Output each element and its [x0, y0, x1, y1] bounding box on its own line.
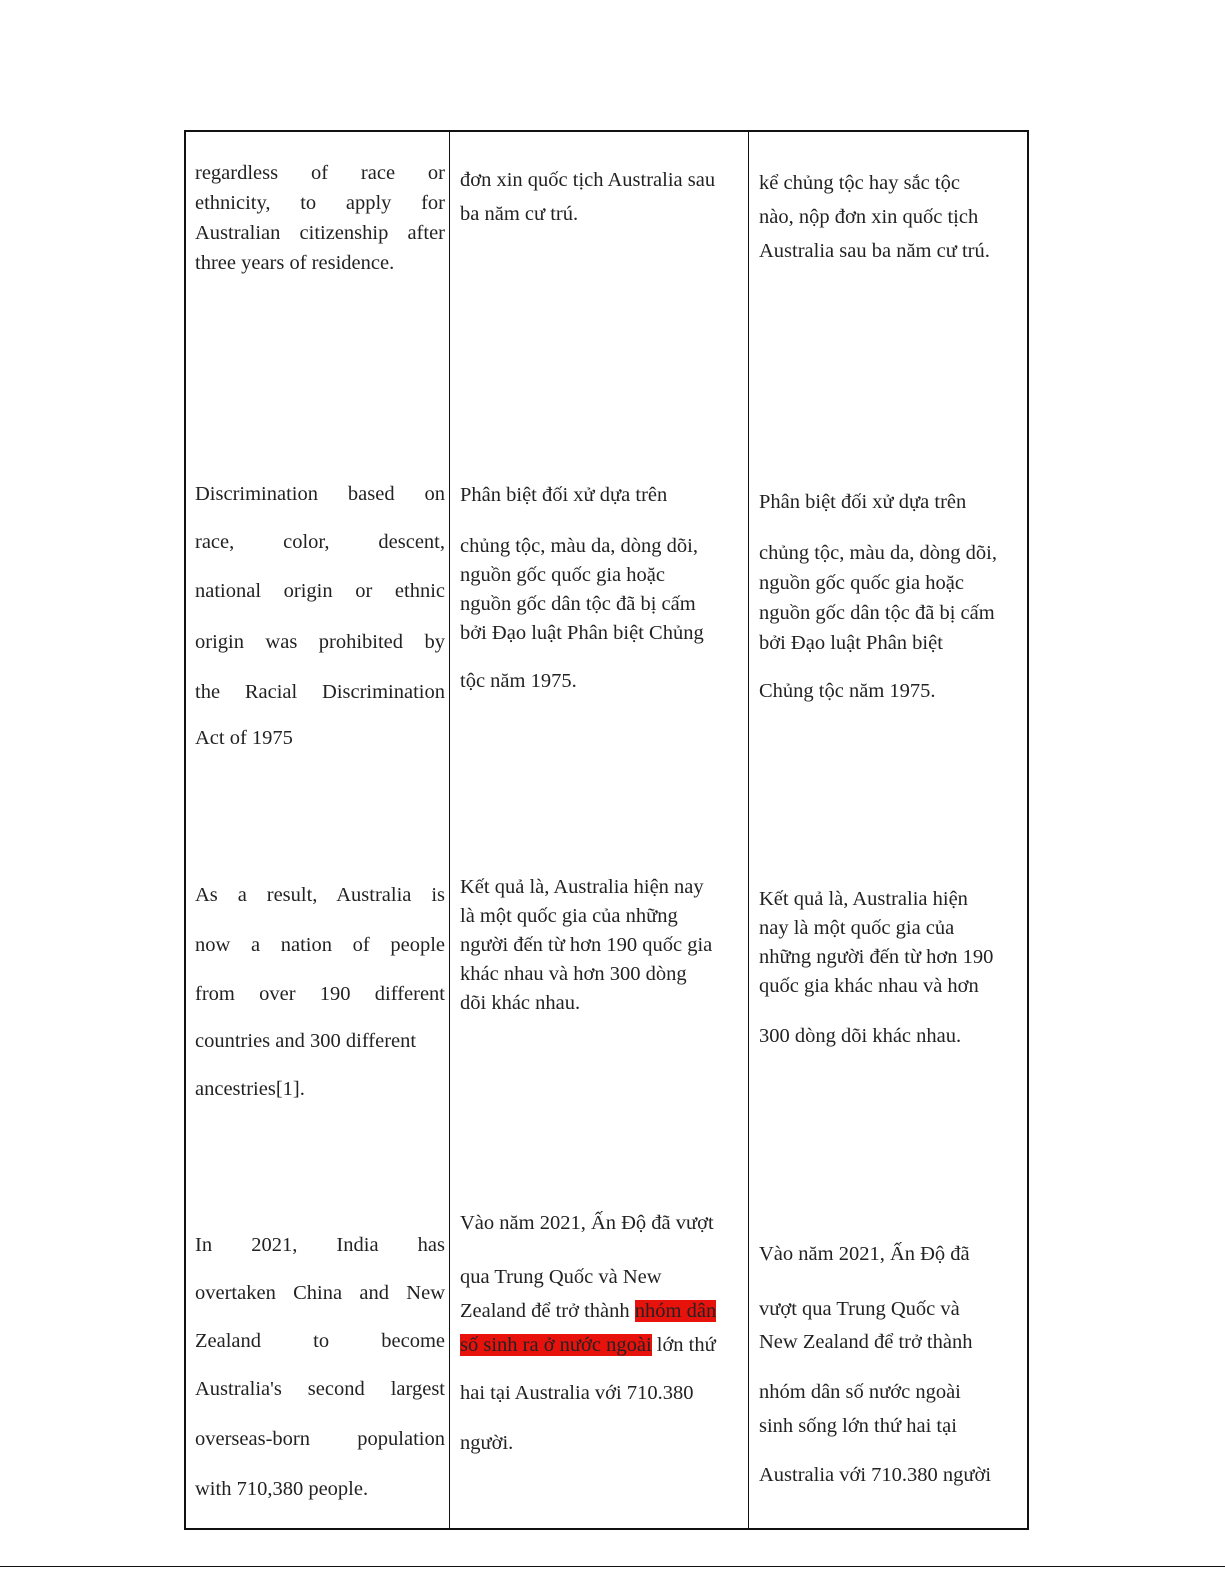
- text-line: the Racial Discrimination: [195, 681, 445, 703]
- text-line: bởi Đạo luật Phân biệt: [759, 632, 943, 654]
- text-line: nguồn gốc dân tộc đã bị cấm: [759, 602, 995, 624]
- text-line: Australia với 710.380 người: [759, 1464, 992, 1486]
- text-line: ethnicity, to apply for: [195, 192, 445, 214]
- page-bottom-rule: [0, 1566, 1225, 1567]
- text-line: người.: [460, 1432, 514, 1454]
- text-line: nhóm dân số nước ngoài: [759, 1381, 961, 1403]
- text-line: ba năm cư trú.: [460, 203, 579, 225]
- text-line: nào, nộp đơn xin quốc tịch: [759, 206, 979, 228]
- text-line: tộc năm 1975.: [460, 670, 577, 692]
- text-line: đơn xin quốc tịch Australia sau: [460, 169, 716, 191]
- english-cell: [195, 479, 445, 753]
- vietnamese-cell-2: [759, 1239, 1023, 1490]
- text-line: countries and 300 different: [195, 1030, 417, 1052]
- text-line: 300 dòng dõi khác nhau.: [759, 1025, 962, 1047]
- text-line: dõi khác nhau.: [460, 992, 581, 1014]
- text-line: chủng tộc, màu da, dòng dõi,: [759, 542, 997, 564]
- text-line: As a result, Australia is: [195, 884, 445, 906]
- text-line: nay là một quốc gia của: [759, 917, 955, 939]
- text-line: sinh sống lớn thứ hai tại: [759, 1415, 957, 1437]
- text-line: Chủng tộc năm 1975.: [759, 680, 936, 702]
- vietnamese-cell-1: [460, 480, 740, 696]
- english-cell: [195, 880, 445, 1104]
- text-line: Australia sau ba năm cư trú.: [759, 240, 990, 262]
- text-line: là một quốc gia của những: [460, 905, 678, 927]
- column-divider: [748, 132, 749, 1528]
- text-line: vượt qua Trung Quốc và: [759, 1298, 960, 1320]
- text-line: overseas-born population: [195, 1428, 445, 1450]
- text-line: Phân biệt đối xử dựa trên: [759, 491, 967, 513]
- column-divider: [449, 132, 450, 1528]
- text-line: nguồn gốc quốc gia hoặc: [759, 572, 964, 594]
- vietnamese-cell-2: [759, 166, 1023, 268]
- text-line: Australia's second largest: [195, 1378, 445, 1400]
- text-line: regardless of race or: [195, 162, 445, 184]
- vietnamese-cell-1: [460, 1208, 740, 1458]
- text-line: Discrimination based on: [195, 483, 445, 505]
- text-line: qua Trung Quốc và New: [460, 1266, 662, 1288]
- text-line: Kết quả là, Australia hiện nay: [460, 876, 704, 898]
- vietnamese-cell-2: [759, 885, 1023, 1051]
- text-segment: lớn thứ: [651, 1334, 716, 1356]
- text-line: three years of residence.: [195, 252, 395, 274]
- text-line: kể chủng tộc hay sắc tộc: [759, 172, 960, 194]
- vietnamese-cell-1: [460, 873, 740, 1018]
- text-line: overtaken China and New: [195, 1282, 445, 1304]
- text-line: now a nation of people: [195, 934, 445, 956]
- text-line: hai tại Australia với 710.380: [460, 1382, 694, 1404]
- vietnamese-cell-1: [460, 163, 740, 231]
- text-line: chủng tộc, màu da, dòng dõi,: [460, 535, 698, 557]
- text-line: from over 190 different: [195, 983, 445, 1005]
- text-line: khác nhau và hơn 300 dòng: [460, 963, 687, 985]
- text-line: with 710,380 people.: [195, 1478, 369, 1500]
- text-line: Australian citizenship after: [195, 222, 445, 244]
- text-line: người đến từ hơn 190 quốc gia: [460, 934, 713, 956]
- text-line: ancestries[1].: [195, 1078, 305, 1100]
- highlighted-text: số sinh ra ở nước ngoài: [460, 1334, 652, 1356]
- text-line: Vào năm 2021, Ấn Độ đã: [759, 1243, 970, 1265]
- text-line: [460, 1330, 740, 1378]
- english-cell: [195, 1230, 445, 1504]
- text-line: bởi Đạo luật Phân biệt Chủng: [460, 622, 704, 644]
- text-line: nguồn gốc quốc gia hoặc: [460, 564, 665, 586]
- vietnamese-cell-2: [759, 487, 1023, 706]
- text-line: Vào năm 2021, Ấn Độ đã vượt: [460, 1212, 714, 1234]
- text-segment: Zealand để trở thành: [460, 1300, 635, 1322]
- english-cell: [195, 158, 445, 278]
- text-line: quốc gia khác nhau và hơn: [759, 975, 979, 997]
- text-line: race, color, descent,: [195, 531, 445, 553]
- text-line: những người đến từ hơn 190: [759, 946, 994, 968]
- text-line: nguồn gốc dân tộc đã bị cấm: [460, 593, 696, 615]
- highlighted-text: nhóm dân: [634, 1300, 717, 1322]
- text-line: Zealand to become: [195, 1330, 445, 1352]
- text-line: [460, 1296, 740, 1330]
- text-line: Kết quả là, Australia hiện: [759, 888, 968, 910]
- text-line: origin was prohibited by: [195, 631, 445, 653]
- text-line: In 2021, India has: [195, 1234, 445, 1256]
- text-line: Phân biệt đối xử dựa trên: [460, 484, 668, 506]
- text-line: national origin or ethnic: [195, 580, 445, 602]
- translation-table: [184, 130, 1029, 1530]
- text-line: Act of 1975: [195, 727, 293, 749]
- text-line: New Zealand để trở thành: [759, 1331, 973, 1353]
